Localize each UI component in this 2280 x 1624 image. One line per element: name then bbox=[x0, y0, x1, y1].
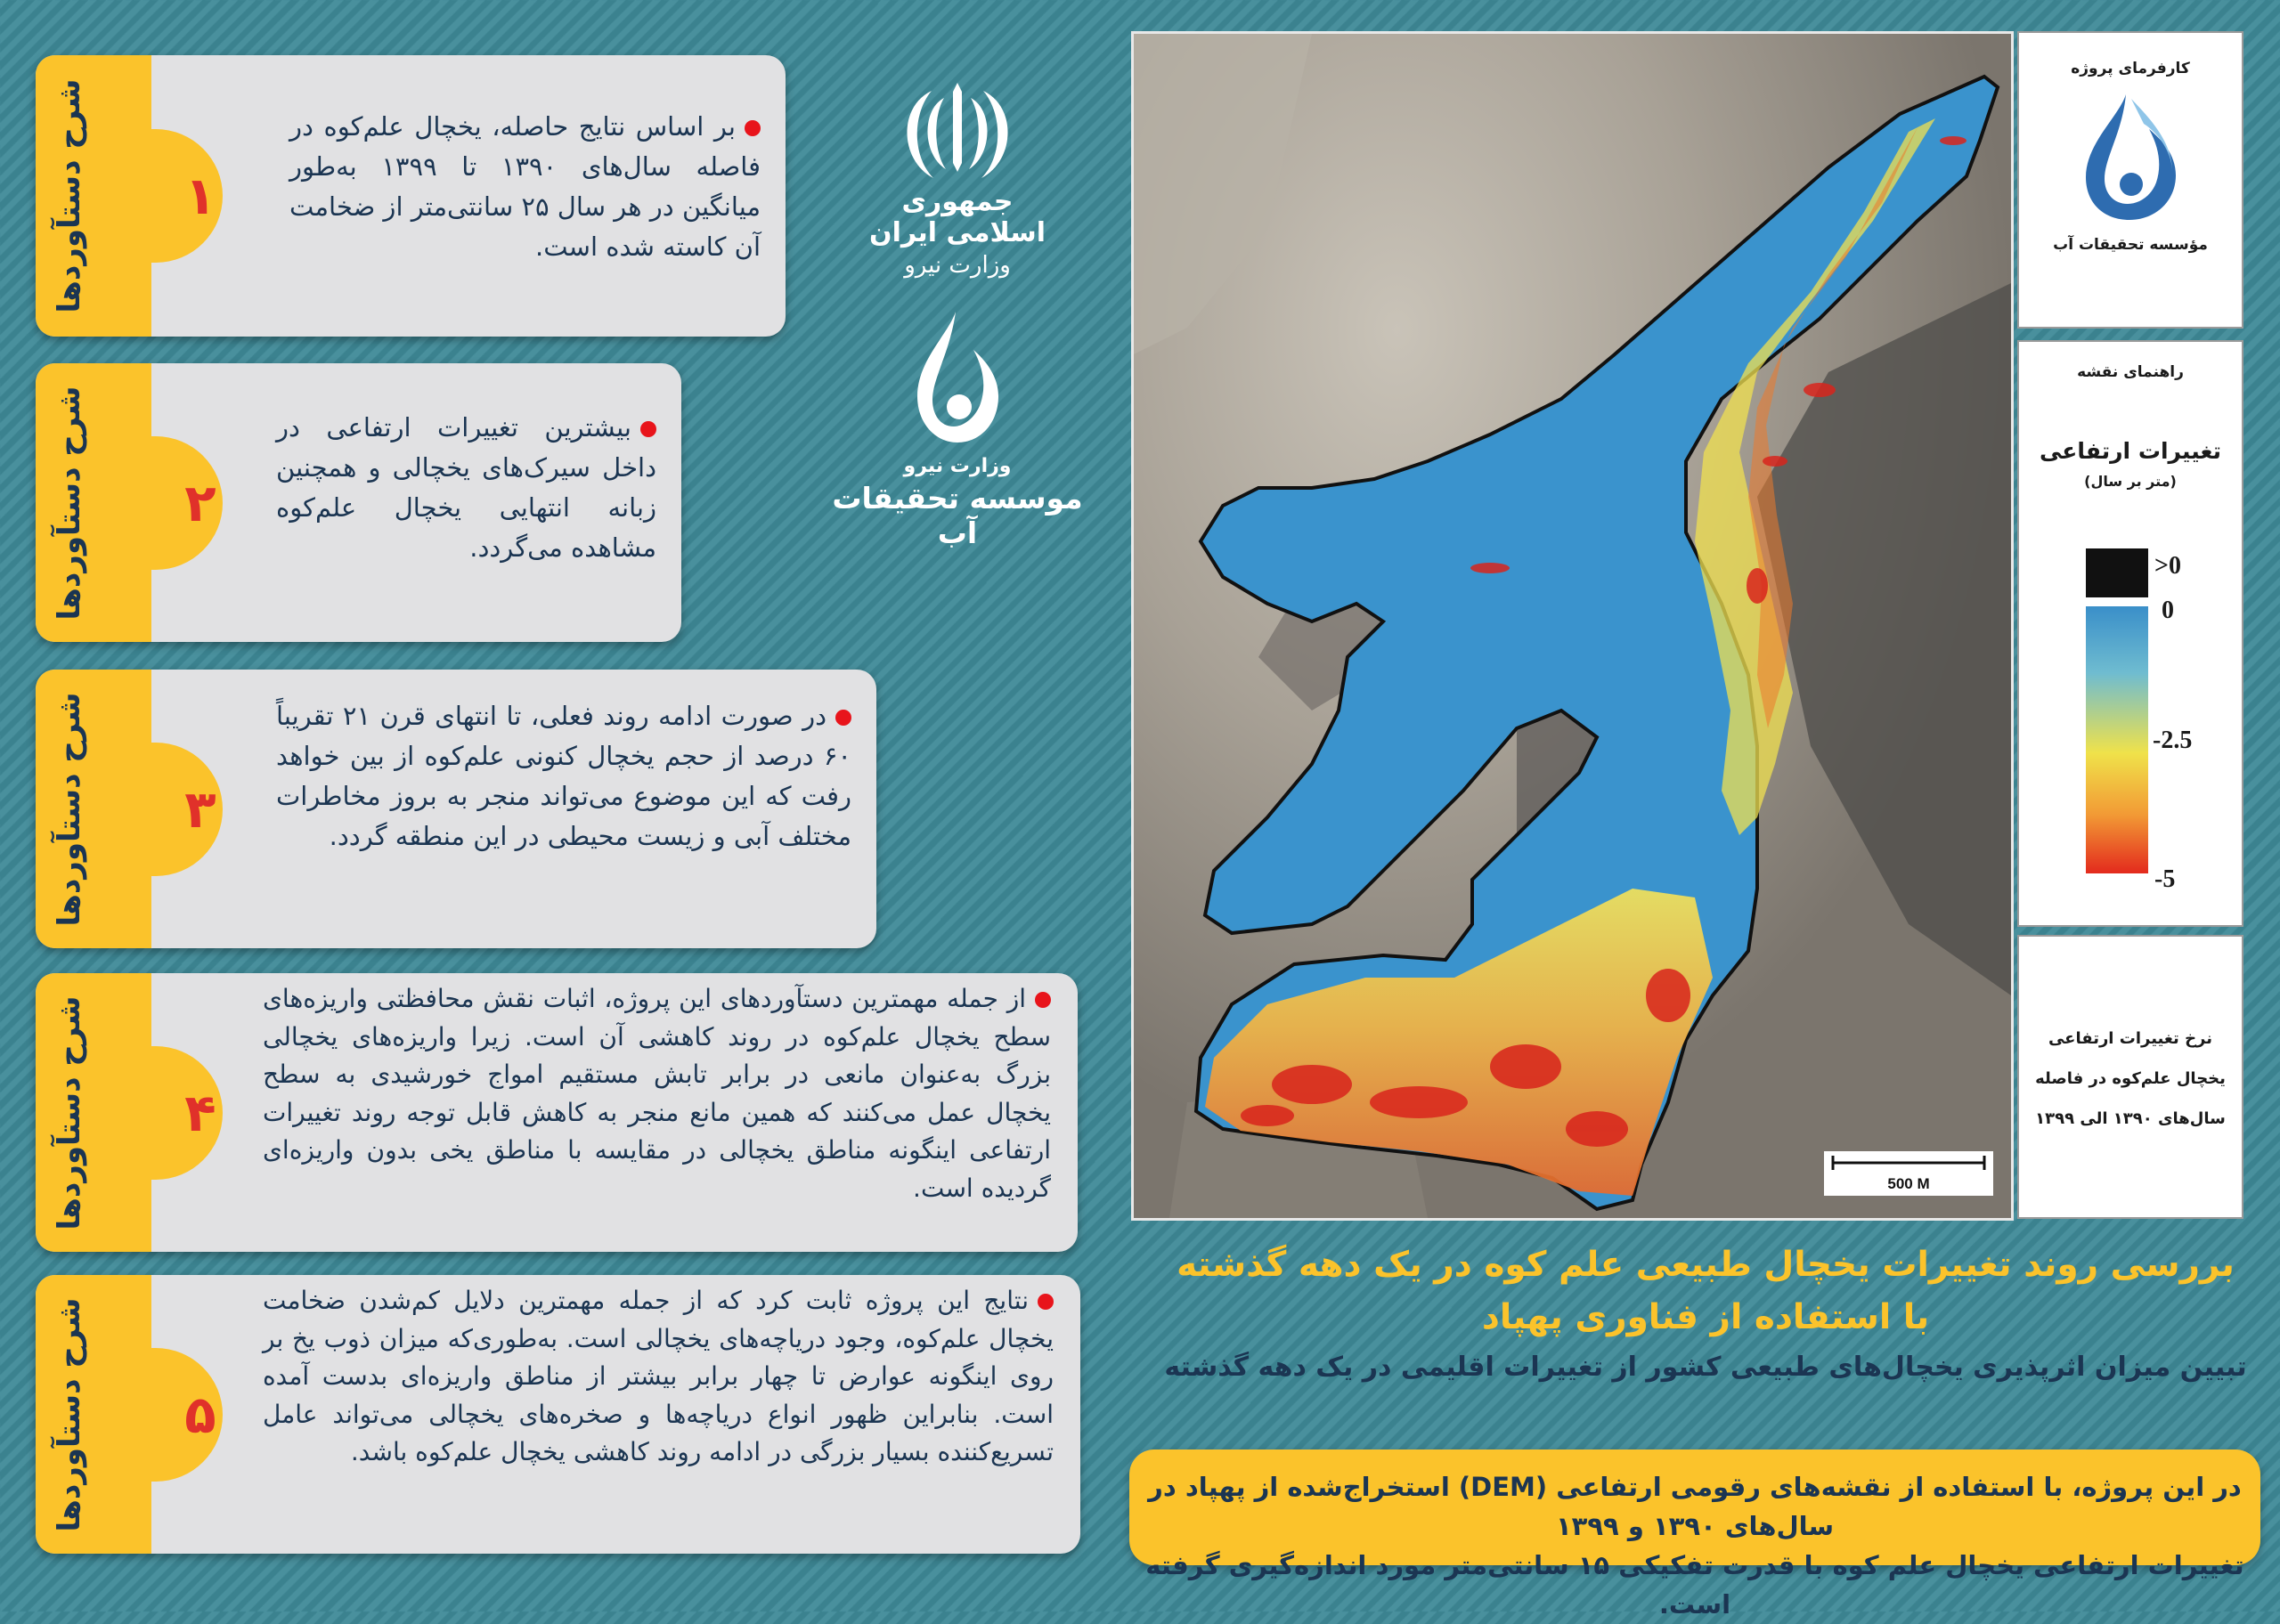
legend-variable: تغییرات ارتفاعی bbox=[2040, 438, 2221, 464]
achievement-card-2 bbox=[36, 363, 681, 642]
water-drop-logo-icon bbox=[904, 307, 1011, 450]
card-text: بیشترین تغییرات ارتفاعی در داخل سیرک‌های یخچالی و همچنین زبانه انتهایی یخچال علم‌کوه مشاهده می‌گردد. bbox=[276, 412, 656, 563]
description-line-3: سال‌های ۱۳۹۰ الی ۱۳۹۹ bbox=[2035, 1109, 2226, 1128]
subtitle: تبیین میزان اثرپذیری یخچال‌های طبیعی کشور از تغییرات اقلیمی در یک دهه گذشته bbox=[1164, 1352, 2247, 1383]
legend-swatch-positive bbox=[2086, 548, 2148, 597]
card-number: ۵ bbox=[184, 1384, 216, 1445]
legend-label-positive: >0 bbox=[2154, 552, 2181, 580]
employer-title: کارفرمای پروژه bbox=[2071, 60, 2190, 77]
card-text: در صورت ادامه روند فعلی، تا انتهای قرن ۲۱ تقریباً ۶۰ درصد از حجم یخچال کنونی علم‌کوه از بین خواهد رفت که این موضوع می‌تواند منجر به بروز مخاطرات مختلف آبی و زیست محیطی در این منطقه گردد. bbox=[276, 701, 851, 851]
institute-logo bbox=[815, 307, 1100, 550]
card-text-block bbox=[276, 408, 656, 568]
bullet-icon bbox=[640, 421, 656, 437]
glacier-elevation-map bbox=[1134, 34, 2011, 1218]
institute-ministry: وزارت نیرو bbox=[903, 455, 1012, 477]
card-text-block bbox=[289, 107, 761, 267]
card-text-block bbox=[276, 696, 851, 857]
achievement-card-1 bbox=[36, 55, 786, 337]
institute-name: موسسه تحقیقات آب bbox=[832, 481, 1083, 550]
card-text-block bbox=[263, 980, 1051, 1207]
title-line-1: بررسی روند تغییرات یخچال طبیعی علم کوه در یک دهه گذشته bbox=[1177, 1245, 2235, 1285]
card-number: ۴ bbox=[184, 1082, 216, 1143]
card-text: از جمله مهمترین دستآوردهای این پروژه، اثبات نقش محافظتی واریزه‌های سطح یخچال علم‌کوه در روند کاهشی آن است. زیرا واریزه‌های یخچالی بزرگ به‌عنوان مانعی در برابر تابش مستقیم امواج خورشیدی به سطح یخچال عمل می‌کنند که همین مانع منجر به کاهش قابل توجه روند تغییرات ارتفاعی اینگونه مناطق یخچالی در مقایسه با مناطق یخی بدون واریزه‌ای گردیده است. bbox=[263, 984, 1051, 1203]
legend-label-mid: -2.5 bbox=[2153, 727, 2193, 754]
map-description-box bbox=[2017, 935, 2243, 1219]
title-line-2: با استفاده از فناوری پهپاد bbox=[1481, 1297, 1930, 1337]
card-tab-label: شرح دستآوردها bbox=[52, 692, 87, 926]
project-summary-box bbox=[1129, 1449, 2260, 1620]
achievement-card-4 bbox=[36, 973, 1078, 1252]
bullet-icon bbox=[1035, 992, 1051, 1008]
description-line-2: یخچال علم‌کوه در فاصله bbox=[2035, 1069, 2226, 1088]
map-legend bbox=[2017, 340, 2243, 927]
description-line-1: نرخ تغییرات ارتفاعی bbox=[2048, 1029, 2213, 1048]
achievement-card-3 bbox=[36, 670, 876, 948]
card-text: نتایج این پروژه ثابت کرد که از جمله مهمترین دلایل کم‌شدن ضخامت یخچال علم‌کوه، وجود دریاچه‌های یخچالی است. به‌طوری‌که میزان ذوب یخ بر روی اینگونه عوارض تا چهار برابر بیشتر از مناطق واریزه‌ای بدست آمده است. بنابراین ظهور انواع دریاچه‌ها و صخره‌های یخچالی می‌تواند عامل تسریع‌کننده بسیار بزرگی در ادامه روند کاهشی یخچال علم‌کوه باشد. bbox=[263, 1286, 1054, 1466]
employer-name: مؤسسه تحقیقات آب bbox=[2053, 236, 2208, 254]
legend-title: راهنمای نقشه bbox=[2077, 363, 2184, 381]
iran-emblem-icon bbox=[891, 78, 1024, 181]
glacier-map bbox=[1131, 31, 2014, 1221]
employer-box bbox=[2017, 31, 2243, 329]
card-text-block bbox=[263, 1282, 1054, 1472]
legend-unit: (متر بر سال) bbox=[2084, 473, 2177, 490]
card-number: ۳ bbox=[184, 778, 216, 840]
card-text: بر اساس نتایج حاصله، یخچال علم‌کوه در فاصله سال‌های ۱۳۹۰ تا ۱۳۹۹ به‌طور میانگین در هر سال ۲۵ سانتی‌متر از ضخامت آن کاسته شده است. bbox=[289, 111, 761, 262]
legend-colorbar bbox=[2086, 606, 2148, 873]
ministry-name: وزارت نیرو bbox=[904, 252, 1011, 279]
map-scale-bar bbox=[1824, 1151, 1993, 1196]
card-tab-label: شرح دستآوردها bbox=[52, 78, 87, 313]
bullet-icon bbox=[835, 710, 851, 726]
card-tab-label: شرح دستآوردها bbox=[52, 1297, 87, 1531]
achievement-card-5 bbox=[36, 1275, 1080, 1554]
legend-label-min: -5 bbox=[2154, 865, 2176, 893]
government-logo bbox=[851, 78, 1064, 279]
water-research-logo-icon bbox=[2072, 90, 2188, 223]
bullet-icon bbox=[1038, 1294, 1054, 1310]
card-number: ۱ bbox=[184, 166, 216, 226]
summary-line-1: در این پروژه، با استفاده از نقشه‌های رقومی ارتفاعی (DEM) استخراج‌شده از پهپاد در سال‌های ۱۳۹۰ و ۱۳۹۹ bbox=[1148, 1472, 2242, 1541]
card-tab-label: شرح دستآوردها bbox=[52, 386, 87, 620]
government-name: جمهوری اسلامی ایران bbox=[868, 186, 1046, 248]
legend-label-zero: 0 bbox=[2162, 597, 2174, 624]
card-tab-label: شرح دستآوردها bbox=[52, 995, 87, 1230]
scale-label: 500 M bbox=[1887, 1175, 1930, 1192]
summary-line-2: تغییرات ارتفاعی یخچال علم کوه با قدرت تفکیکی ۱۵ سانتی‌متر مورد اندازه‌گیری گرفته است. bbox=[1145, 1550, 2244, 1620]
main-title bbox=[1140, 1245, 2271, 1383]
bullet-icon bbox=[745, 120, 761, 136]
card-number: ۲ bbox=[184, 472, 216, 533]
